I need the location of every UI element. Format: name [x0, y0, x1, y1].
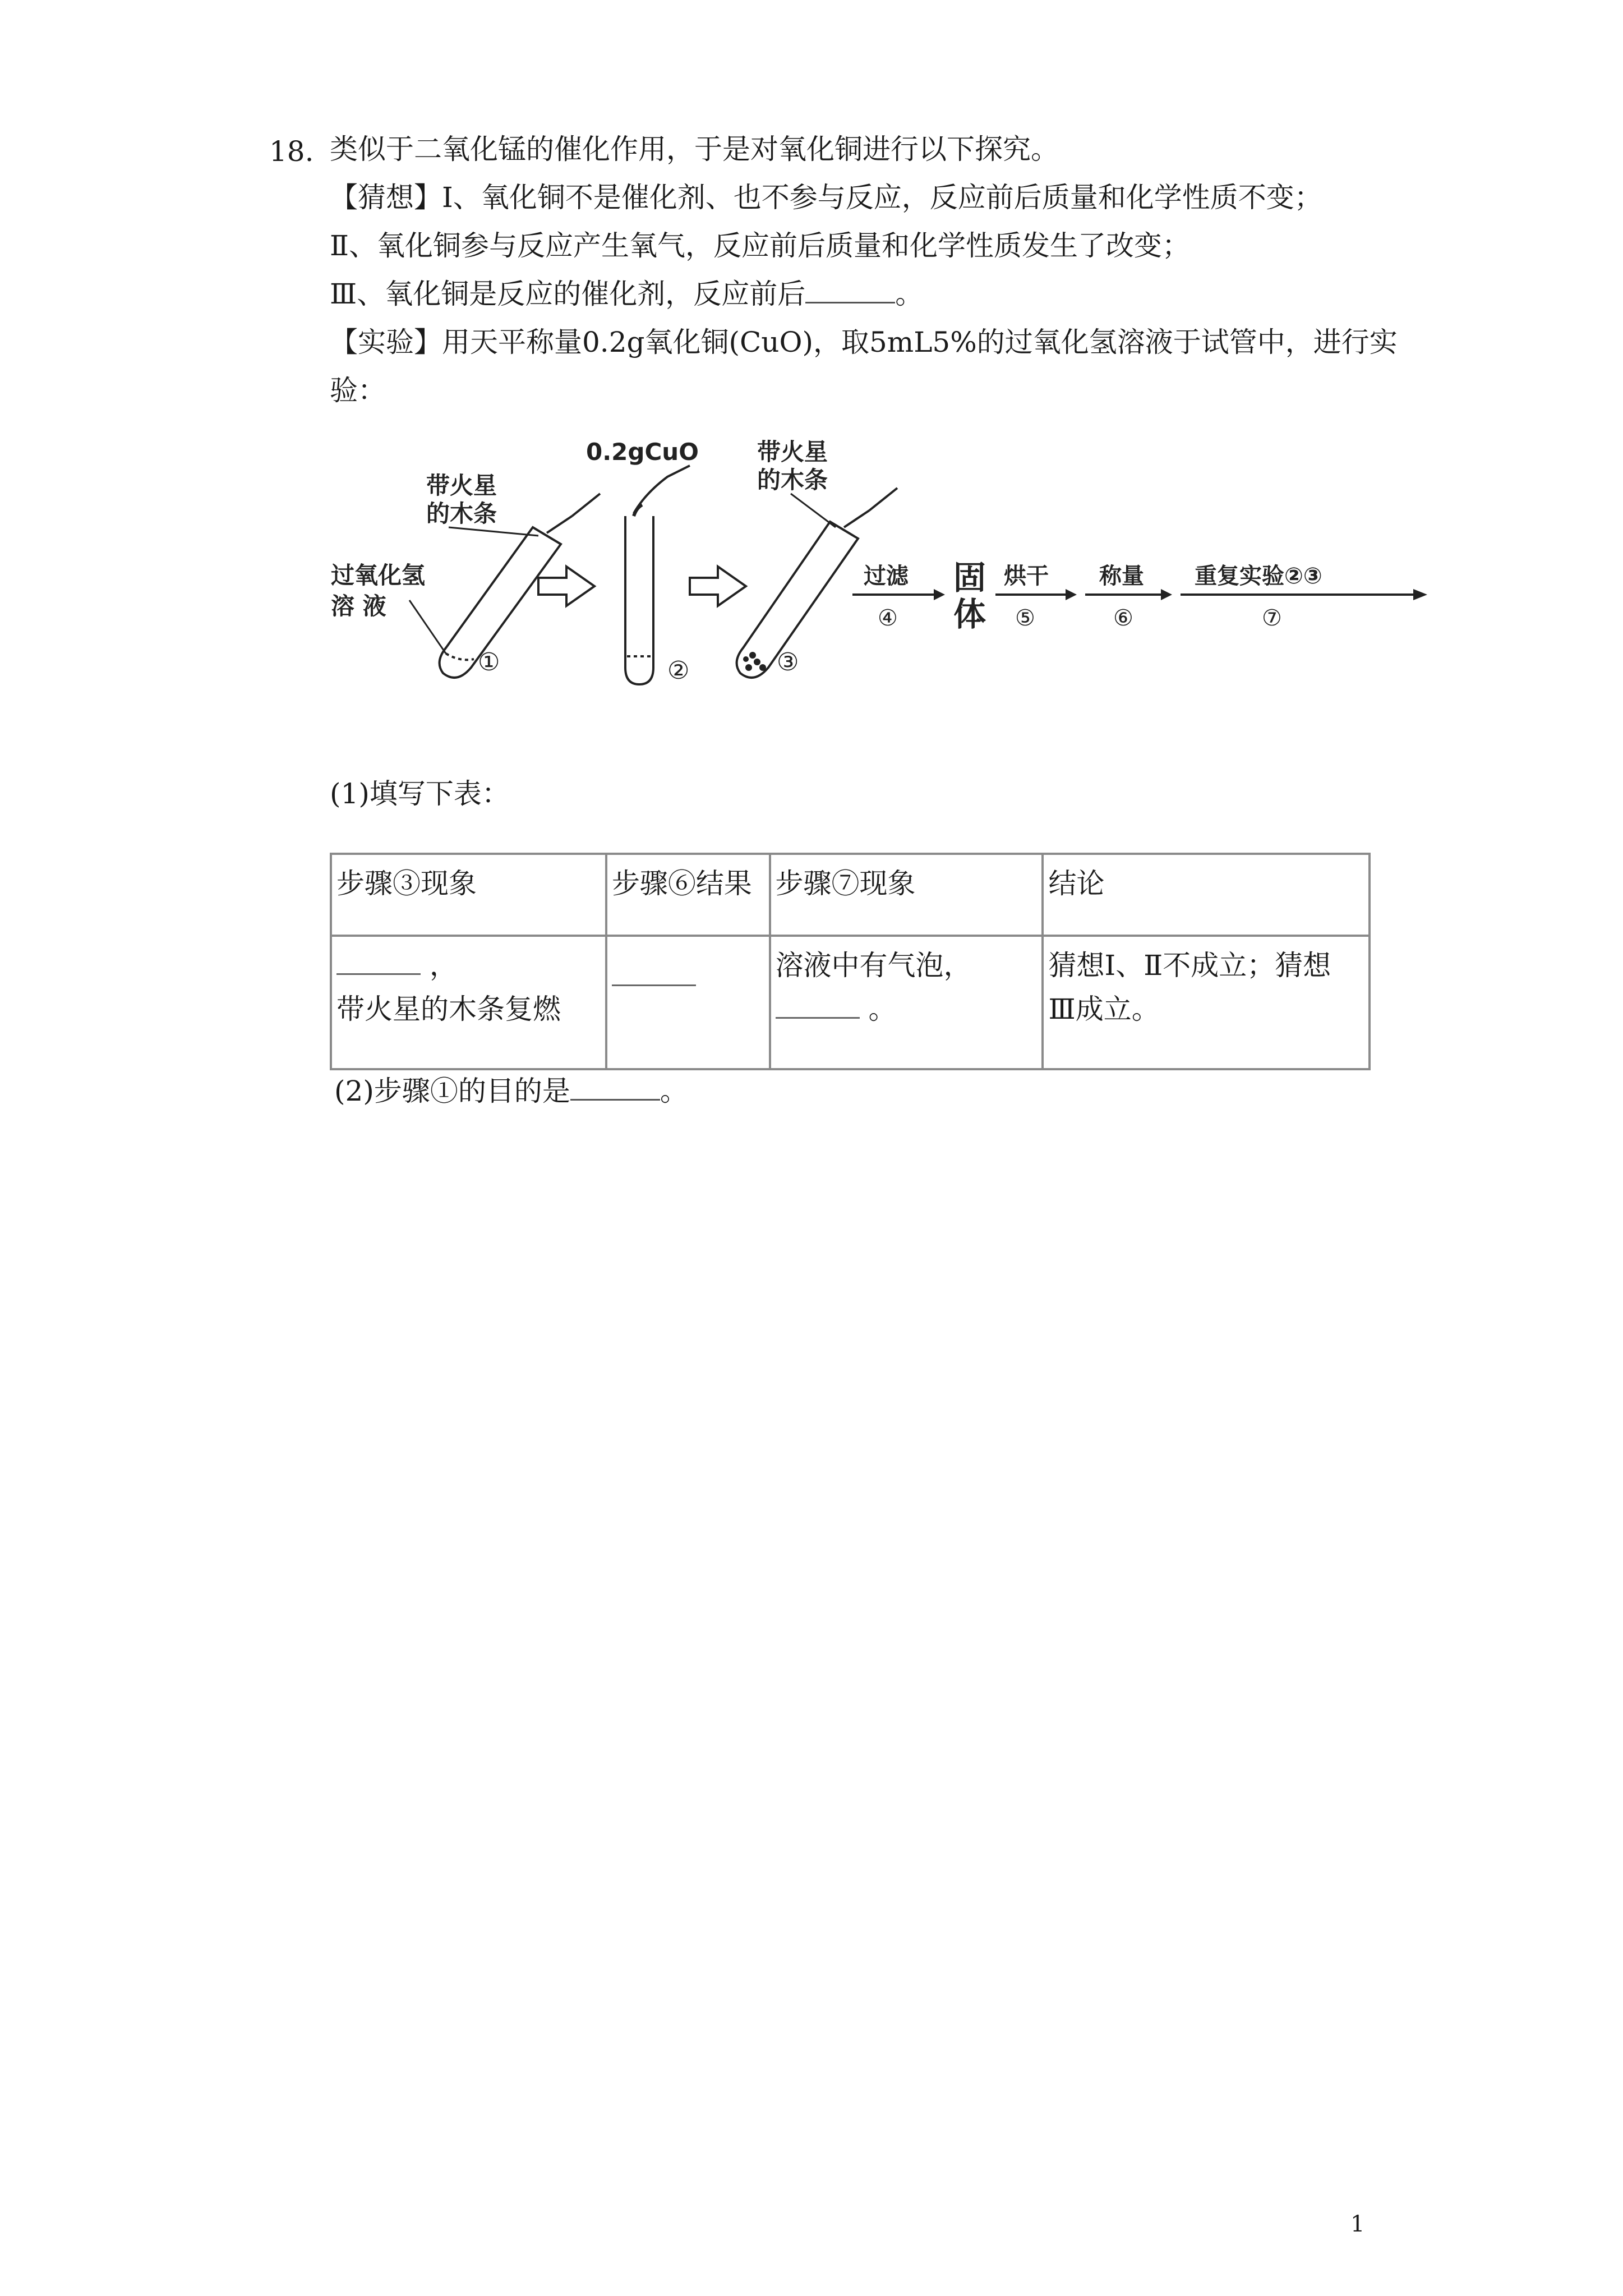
- step6-blank[interactable]: [612, 962, 696, 986]
- table-header-cell: 步骤⑥结果: [606, 854, 770, 936]
- table-cell-step7: [770, 936, 1043, 1069]
- arrow-1-icon: [538, 567, 594, 606]
- table-header-cell: 步骤⑦现象: [770, 854, 1043, 936]
- cell-line: 溶液中有气泡，: [775, 949, 972, 982]
- table-header-cell: 步骤③现象: [331, 854, 606, 936]
- hypothesis-2: Ⅱ、氧化铜参与反应产生氧气，反应前后质量和化学性质发生了改变；: [330, 229, 1190, 262]
- hypothesis-1: [330, 181, 1322, 214]
- part1-prompt: (1)填写下表：: [330, 777, 510, 810]
- step-filter: 过滤: [864, 563, 909, 589]
- answer-table: [330, 853, 1371, 1070]
- experiment-label: 【实验】: [330, 326, 442, 358]
- hypothesis-3: [330, 277, 923, 311]
- hypothesis-label: 【猜想】: [330, 181, 442, 214]
- label-splint-3a: 带火星: [757, 438, 828, 466]
- experiment-diagram: [331, 432, 1430, 690]
- arrow-2-icon: [690, 567, 746, 606]
- part2-line: [334, 1074, 688, 1108]
- table-header-cell: 结论: [1043, 854, 1370, 936]
- cell-line: [776, 987, 1038, 1031]
- part2-blank[interactable]: [570, 1074, 660, 1101]
- cell-line: Ⅲ成立。: [1048, 993, 1160, 1025]
- tube-1-label: ①: [478, 648, 500, 677]
- cell-line: [336, 944, 601, 987]
- label-cuo: 0.2gCuO: [586, 438, 699, 466]
- question-intro: 类似于二氧化锰的催化作用，于是对氧化铜进行以下探究。: [330, 133, 1059, 165]
- experiment-text: 用天平称量0.2g氧化铜(CuO)，取5mL5%的过氧化氢溶液于试管中，进行实: [442, 326, 1398, 358]
- step-weigh-num: ⑥: [1113, 605, 1133, 631]
- step7-period: 。: [868, 993, 897, 1025]
- question-number: 18.: [269, 135, 314, 168]
- hypothesis-3-suffix: 。: [895, 278, 924, 310]
- step-dry-num: ⑤: [1015, 605, 1035, 631]
- test-tube-2: [625, 466, 690, 684]
- experiment-line-2: 验：: [330, 374, 386, 407]
- hypothesis-3-blank[interactable]: [805, 277, 895, 303]
- part2-prefix: (2)步骤①的目的是: [334, 1075, 570, 1107]
- part2-suffix: 。: [660, 1075, 688, 1107]
- step3-blank[interactable]: [336, 951, 421, 975]
- tube-3-label: ③: [777, 648, 799, 677]
- experiment-line: [330, 325, 1398, 359]
- table-header-row: [331, 854, 1370, 936]
- label-solution-a: 过氧化氢: [331, 562, 426, 589]
- label-solution-b: 溶 液: [331, 592, 386, 620]
- solid-label-b: 体: [953, 595, 986, 633]
- table-cell-step6: [606, 936, 770, 1069]
- table-cell-conclusion: [1043, 936, 1370, 1069]
- step-filter-num: ④: [878, 605, 898, 631]
- step-repeat: 重复实验②③: [1195, 563, 1322, 589]
- step3-comma: ，: [429, 949, 458, 982]
- label-splint-1a: 带火星: [426, 472, 497, 499]
- label-splint-3b: 的木条: [757, 466, 828, 494]
- page-number: 1: [1350, 2211, 1365, 2237]
- solid-label-a: 固: [953, 559, 986, 597]
- table-row: [331, 936, 1370, 1069]
- hypothesis-1-text: Ⅰ、氧化铜不是催化剂、也不参与反应，反应前后质量和化学性质不变；: [442, 181, 1322, 214]
- label-splint-1b: 的木条: [426, 500, 497, 527]
- step-dry: 烘干: [1004, 563, 1049, 589]
- cell-line: 带火星的木条复燃: [336, 993, 561, 1025]
- step-repeat-num: ⑦: [1262, 605, 1282, 631]
- step-weigh: 称量: [1099, 563, 1144, 589]
- cell-line: 猜想Ⅰ、Ⅱ不成立；猜想: [1048, 949, 1331, 982]
- table-cell-step3: [331, 936, 606, 1069]
- hypothesis-3-prefix: Ⅲ、氧化铜是反应的催化剂，反应前后: [330, 278, 806, 310]
- step7-blank[interactable]: [776, 995, 860, 1019]
- tube-2-label: ②: [667, 656, 690, 685]
